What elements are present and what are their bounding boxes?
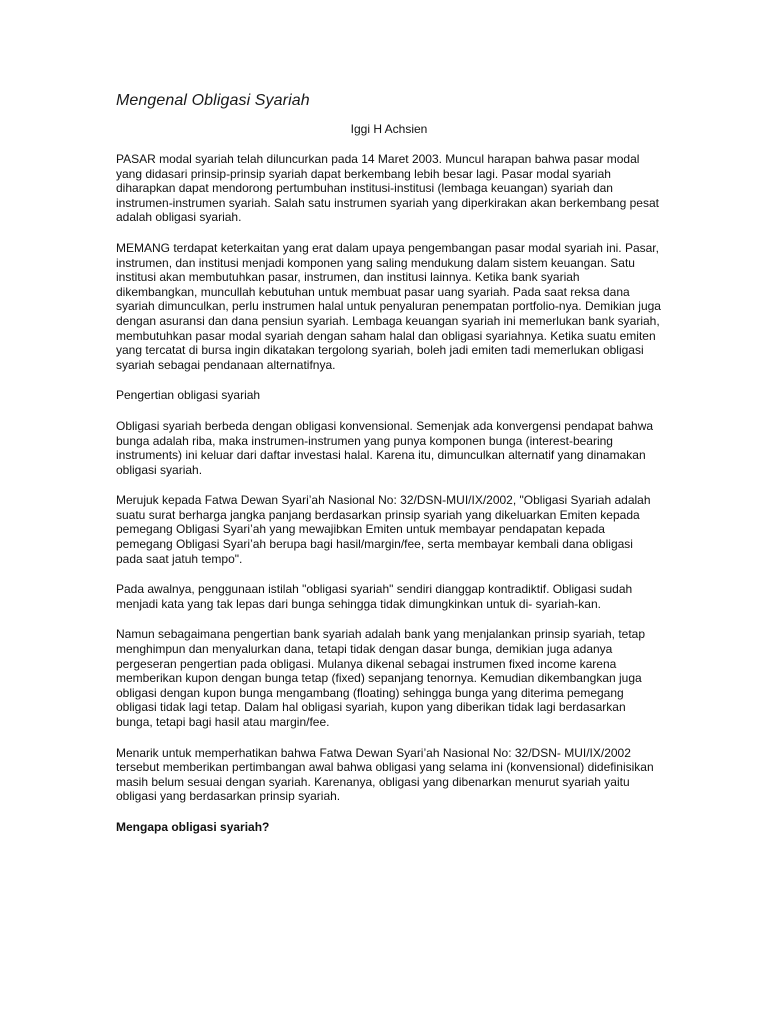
paragraph: Obligasi syariah berbeda dengan obligasi konvensional. Semenjak ada konvergensi pendapat bahwa bunga adalah riba, maka instrumen-instrumen yang punya komponen bunga (interest-bearing instruments) ini keluar dari daftar investasi halal. Karena itu, dimunculkan alternatif yang dinamakan obligasi syariah. xyxy=(116,418,654,477)
section-heading: Pengertian obligasi syariah xyxy=(116,388,261,403)
bold-section-heading: Mengapa obligasi syariah? xyxy=(116,819,270,834)
paragraph: Merujuk kepada Fatwa Dewan Syari’ah Nasional No: 32/DSN-MUI/IX/2002, "Obligasi Syariah adalah suatu surat berharga jangka panjang berdasarkan prinsip syariah yang dikeluarkan Emiten kepada pemegang Obligasi Syari’ah yang mewajibkan Emiten untuk membayar pendapatan kepada pemegang Obligasi Syari’ah berupa bagi hasil/margin/fee, serta membayar kembali dana obligasi pada saat jatuh tempo". xyxy=(116,493,651,566)
paragraph: Pada awalnya, penggunaan istilah "obligasi syariah" sendiri dianggap kontradiktif. Obligasi sudah menjadi kata yang tak lepas dari bunga sehingga tidak dimungkinkan untuk di- syariah-kan. xyxy=(116,582,633,611)
paragraph: Namun sebagaimana pengertian bank syariah adalah bank yang menjalankan prinsip syariah, tetap menghimpun dan menyalurkan dana, tetapi tidak dengan dasar bunga, demikian juga adanya pergeseran pengertian pada obligasi. Mulanya dikenal sebagai instrumen fixed income karena memberikan kupon dengan bunga tetap (fixed) sepanjang tenornya. Kemudian dikembangkan juga obligasi dengan kupon bunga mengambang (floating) sehingga bunga yang diterima pemegang obligasi tidak lagi tetap. Dalam hal obligasi syariah, kupon yang diberikan tidak lagi berdasarkan bunga, tetapi bagi hasil atau margin/fee. xyxy=(116,627,646,729)
paragraph: PASAR modal syariah telah diluncurkan pada 14 Maret 2003. Muncul harapan bahwa pasar modal yang didasari prinsip-prinsip syariah dapat berkembang lebih besar lagi. Pasar modal syariah diharapkan dapat mendorong pertumbuhan institusi-institusi (lembaga keuangan) syariah dan instrumen-instrumen syariah. Salah satu instrumen syariah yang diperkirakan akan berkembang pesat adalah obligasi syariah. xyxy=(116,152,659,225)
document-page xyxy=(116,92,662,835)
paragraph: MEMANG terdapat keterkaitan yang erat dalam upaya pengembangan pasar modal syariah ini. Pasar, instrumen, dan institusi menjadi komponen yang saling mendukung dalam sistem keuangan. Satu institusi akan membutuhkan pasar, instrumen, dan institusi lainnya. Ketika bank syariah dikembangkan, muncullah kebutuhan untuk membuat pasar uang syariah. Pada saat reksa dana syariah dimunculkan, perlu instrumen halal untuk penyaluran penempatan portfolio-nya. Demikian juga dengan asuransi dan dana pensiun syariah. Lembaga keuangan syariah ini memerlukan bank syariah, membutuhkan pasar modal syariah dengan saham halal dan obligasi syariahnya. Ketika suatu emiten yang tercatat di bursa ingin dikatakan tergolong syariah, boleh jadi emiten tadi memerlukan obligasi syariah sebagai pendanaan alternatifnya. xyxy=(116,240,661,372)
paragraph: Menarik untuk memperhatikan bahwa Fatwa Dewan Syari’ah Nasional No: 32/DSN- MUI/IX/2002 tersebut memberikan pertimbangan awal bahwa obligasi yang selama ini (konvensional) didefinisikan masih belum sesuai dengan syariah. Karenanya, obligasi yang dibenarkan menurut syariah yaitu obligasi yang berdasarkan prinsip syariah. xyxy=(116,745,654,804)
page-title: Mengenal Obligasi Syariah xyxy=(116,92,310,109)
author-name: Iggi H Achsien xyxy=(350,122,428,136)
